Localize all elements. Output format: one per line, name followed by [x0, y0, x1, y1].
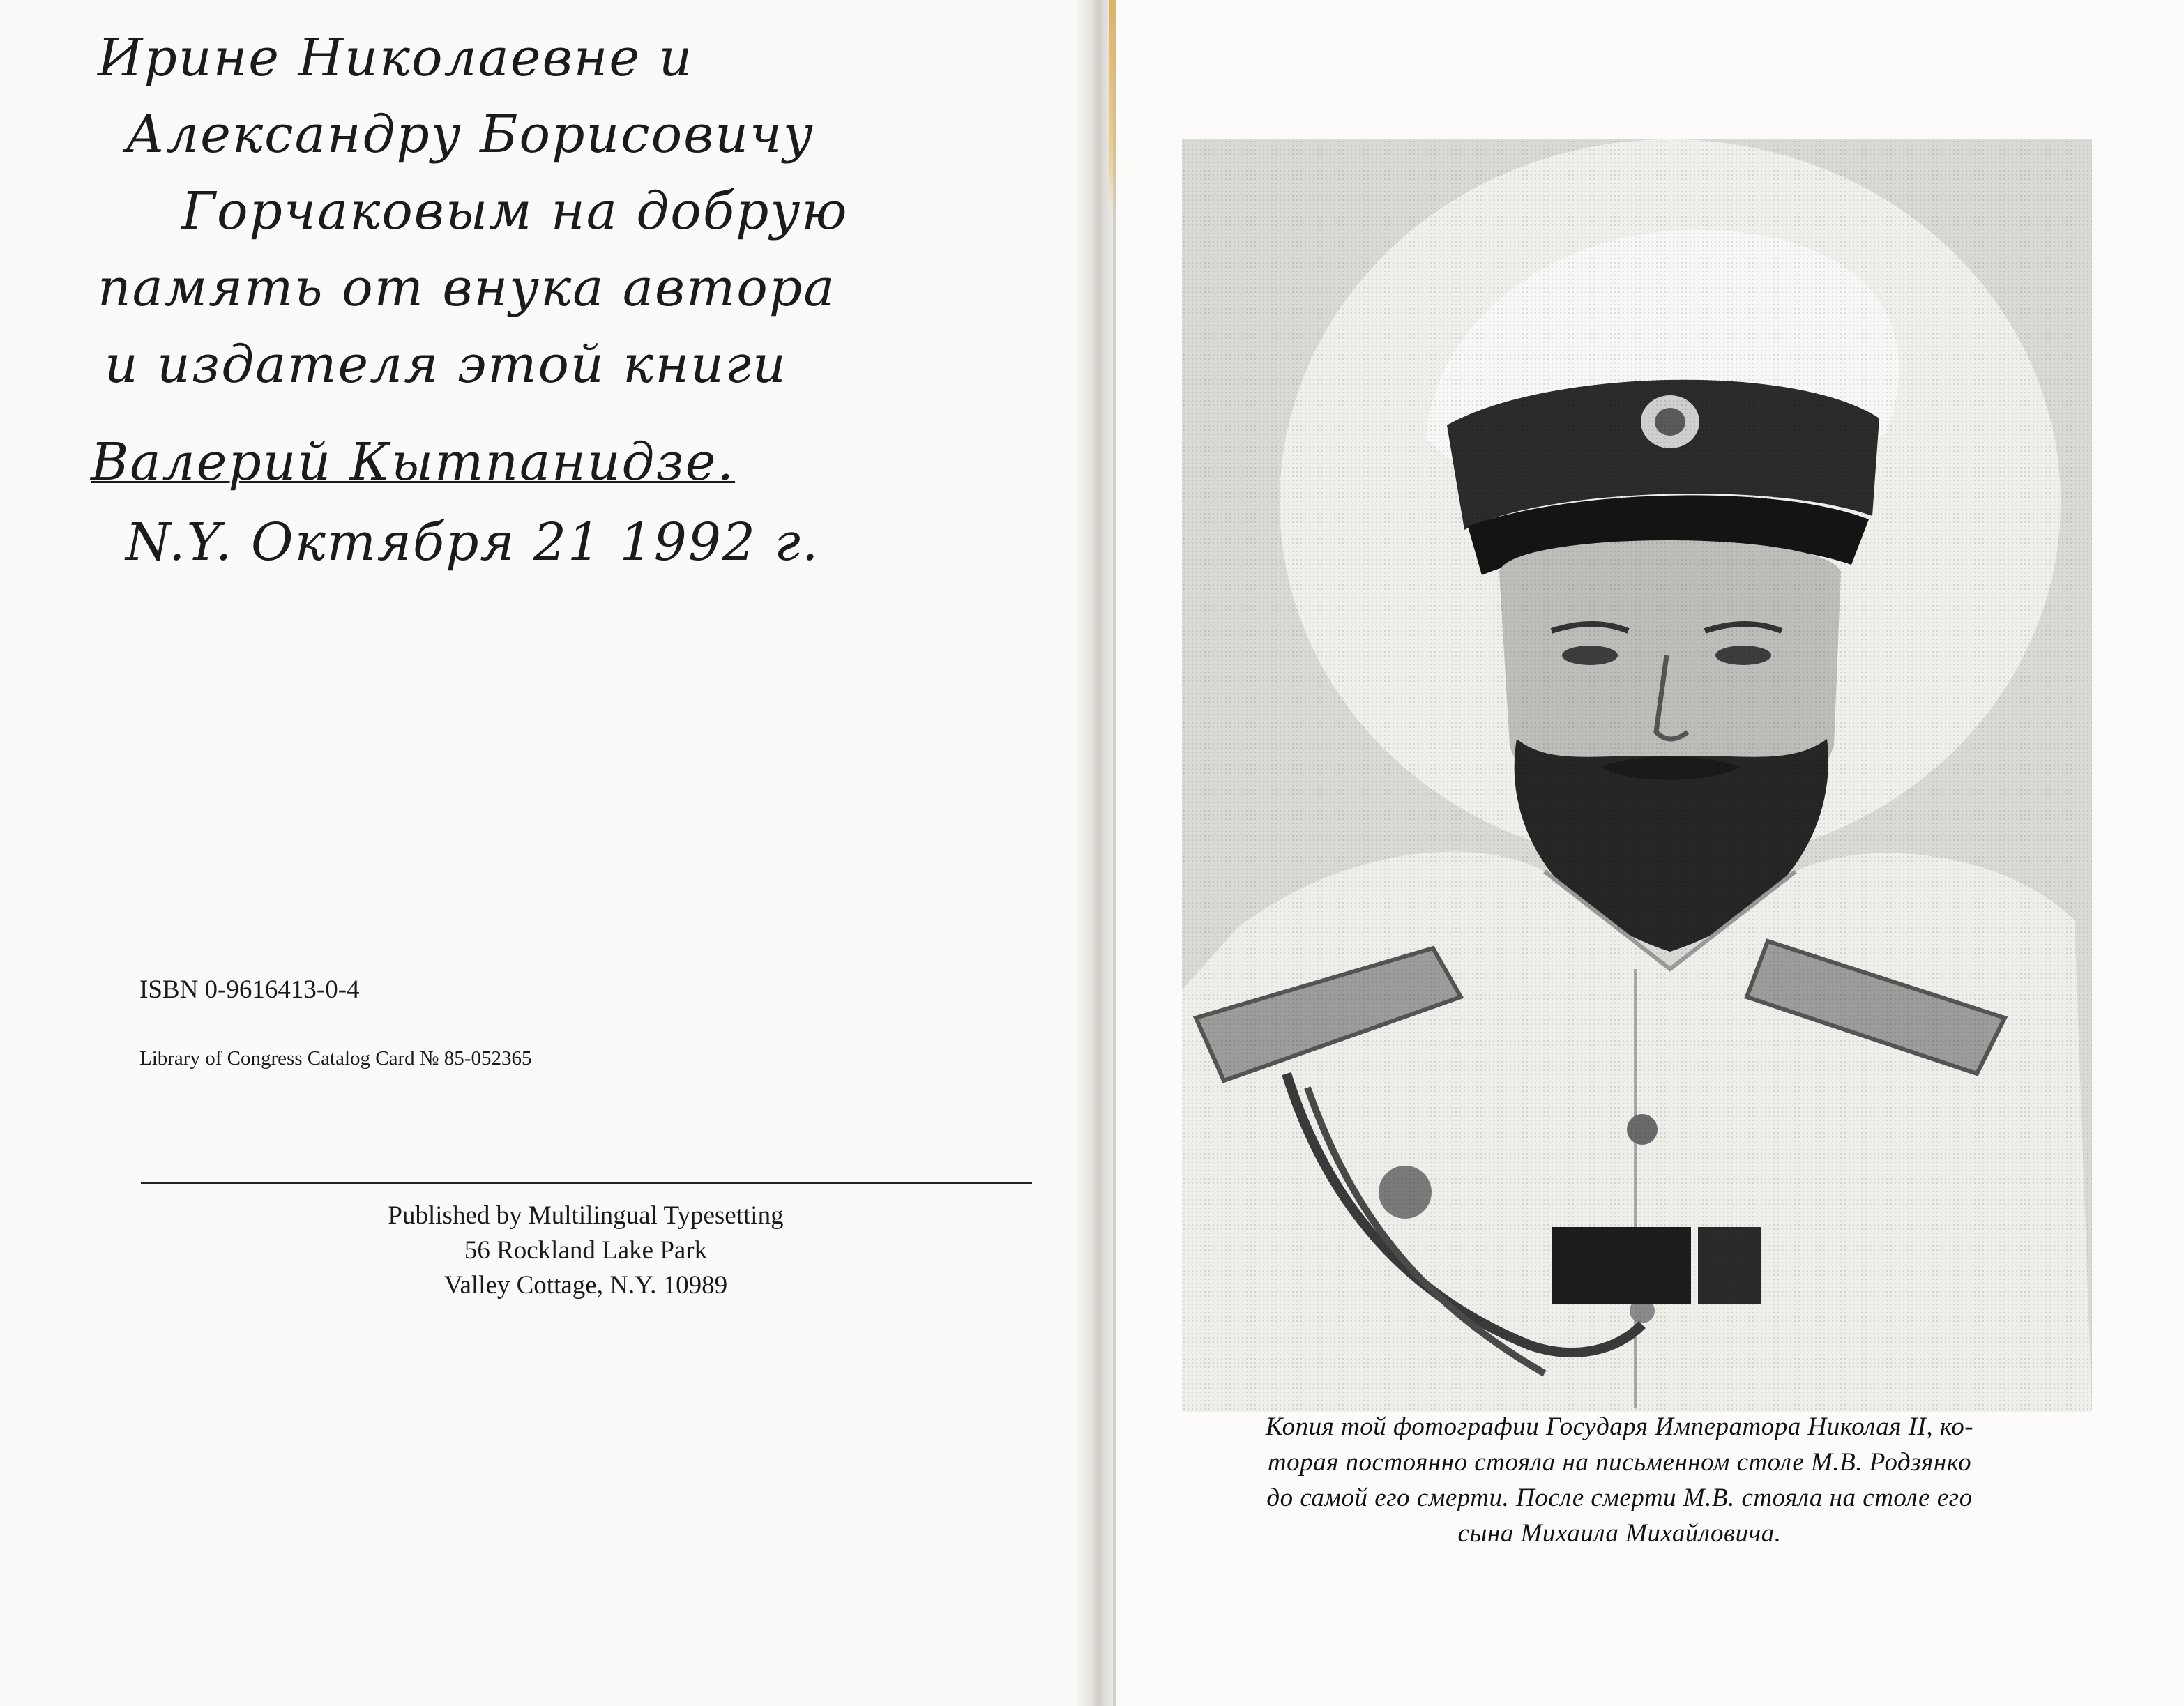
publisher-address: 56 Rockland Lake Park	[464, 1236, 708, 1265]
inscription-line: Горчаковым на добрую	[181, 181, 849, 241]
inscription-signature: Валерий Кытпанидзе.	[91, 432, 736, 492]
inscription-line: Александру Борисовичу	[126, 105, 814, 165]
photo-caption-line: до самой его смерти. После смерти М.В. стояла на столе его	[1266, 1484, 1973, 1512]
inscription-line: память от внука автора	[98, 258, 836, 318]
library-of-congress-line: Library of Congress Catalog Card № 85-052365	[139, 1047, 532, 1069]
photo-caption-line: Копия той фотографии Государя Императора Николая II, ко-	[1265, 1412, 1974, 1441]
publisher-name: Published by Multilingual Typesetting	[388, 1201, 784, 1230]
portrait-photo	[1182, 139, 2092, 1412]
divider-rule	[141, 1182, 1032, 1184]
portrait-illustration	[1182, 139, 2092, 1412]
photo-caption-line: торая постоянно стояла на письменном столе М.В. Родзянко	[1267, 1448, 1972, 1477]
left-page	[0, 0, 1088, 1706]
publisher-city: Valley Cottage, N.Y. 10989	[443, 1271, 728, 1300]
isbn-line: ISBN 0-9616413-0-4	[139, 975, 360, 1004]
inscription-date: N.Y. Октября 21 1992 г.	[126, 512, 820, 572]
inscription-line: Ирине Николаевне и	[98, 28, 694, 88]
inscription-line: и издателя этой книги	[105, 335, 787, 395]
photo-caption-line: сына Михаила Михайловича.	[1457, 1519, 1782, 1548]
